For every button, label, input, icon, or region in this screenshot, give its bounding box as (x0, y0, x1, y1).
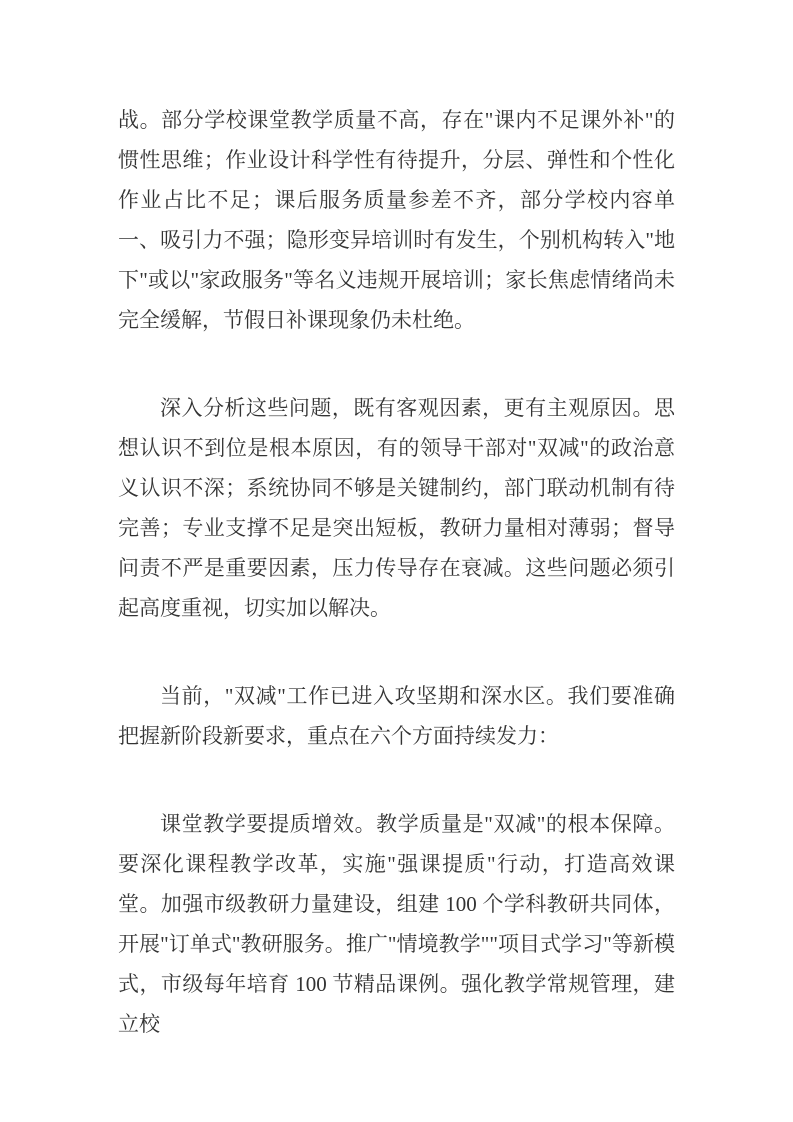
paragraph-cause-analysis: 深入分析这些问题，既有客观因素，更有主观原因。思想认识不到位是根本原因，有的领导干部对"双减"的政治意义认识不深；系统协同不够是关键制约，部门联动机制有待完善；专业支撑不足是突出短板，教研力量相对薄弱；督导问责不严是重要因素，压力传导存在衰减。这些问题必须引起高度重视，切实加以解决。 (118, 396, 675, 620)
paragraph-problems-continuation: 战。部分学校课堂教学质量不高，存在"课内不足课外补"的惯性思维；作业设计科学性有待提升，分层、弹性和个性化作业占比不足；课后服务质量参差不齐，部分学校内容单一、吸引力不强；隐形变异培训时有发生，个别机构转入"地下"或以"家政服务"等名义违规开展培训；家长焦虑情绪尚未完全缓解，节假日补课现象仍未杜绝。 (118, 108, 675, 332)
paragraph-current-stage: 当前，"双减"工作已进入攻坚期和深水区。我们要准确把握新阶段新要求，重点在六个方面持续发力： (118, 684, 675, 748)
paragraph-classroom-teaching: 课堂教学要提质增效。教学质量是"双减"的根本保障。要深化课程教学改革，实施"强课提质"行动，打造高效课堂。加强市级教研力量建设，组建 100 个学科教研共同体，开展"订单式"教研服务。推广"情境教学""项目式学习"等新模式，市级每年培育 100 节精品课例。强化教学常规管理，建立校 (118, 812, 675, 1036)
